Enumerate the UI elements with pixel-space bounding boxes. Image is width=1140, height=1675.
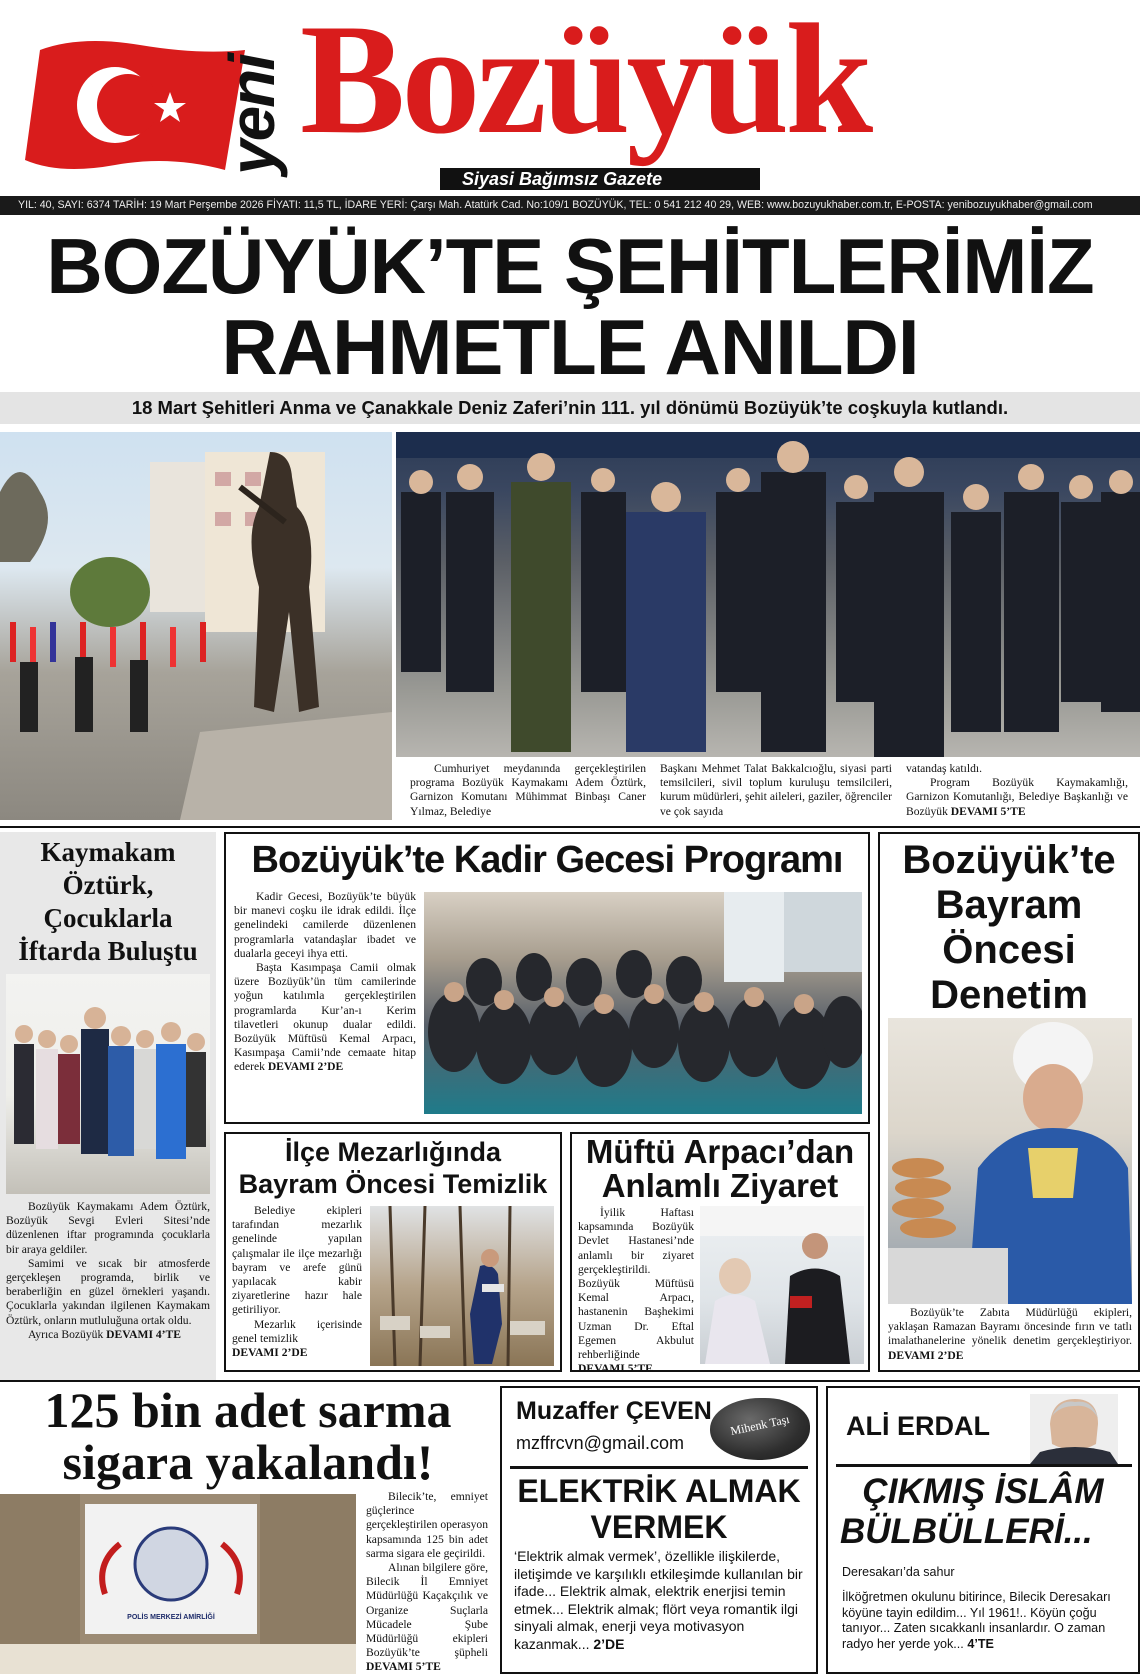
mezarlik-text: Belediye ekipleri tarafından mezarlık genelinde yapılan çalışmalar ile ilçe mezarlığı bayram ve arefe günü yapılacak kabir ziyaretlerine hazır hale getiriliyor. Mezarlık içerisinde genel temizlik DEVAMI 2’DE	[232, 1204, 362, 1360]
ceven-stone	[710, 1398, 810, 1460]
ceven-rule	[510, 1466, 808, 1469]
ceven-more-link[interactable]: 2’DE	[593, 1635, 625, 1652]
lead-subhead: 18 Mart Şehitleri Anma ve Çanakkale Deniz Zaferi’nin 111. yıl dönümü Bozüyük’te coşkuyla kutlandı.	[0, 392, 1140, 424]
kaymakam-more-link[interactable]: DEVAMI 4’TE	[106, 1327, 181, 1341]
lead-col-1: Cumhuriyet meydanında gerçekleştirilen programa Bozüyük Kaymakamı Adem Öztürk, Garnizon Komutanı Mühimmat Binbaşı Caner Yılmaz, Belediye	[410, 762, 646, 818]
erdal-more-link[interactable]: 4’TE	[967, 1636, 994, 1651]
erdal-avatar	[1030, 1394, 1118, 1464]
info-line: YIL: 40, SAYI: 6374 TARİH: 19 Mart Perşembe 2026 FİYATI: 11,5 TL, İDARE YERİ: Çarşı Mah. Atatürk Cad. No:109/1 BOZÜYÜK, TEL: 0 541 212 40 29, WEB: www.bozuyukhaber.com.tr, E-POSTA: yenibozuyukhaber@gmail.com	[0, 196, 1140, 215]
kaymakam-text: Bozüyük Kaymakamı Adem Öztürk, Bozüyük Sevgi Evleri Sitesi’nde düzenlenen iftar programında çocuklarla bir araya geldiler. Samimi ve sıcak bir atmosferde gerçekleşen programda, birlik ve beraberliğin en güzel örnekleri yaşandı. Çocuklarla yakından ilgilenen Kaymakam Öztürk, onların mutluluğuna ortak oldu. Ayrıca Bozüyük DEVAMI 4’TE	[6, 1200, 210, 1341]
mezarlik-title-1: İlçe Mezarlığında	[284, 1137, 502, 1167]
lead-more-link[interactable]: DEVAMI 5’TE	[950, 804, 1026, 818]
sigara-title-2: sigara yakalandı!	[62, 1434, 434, 1490]
sigara-photo	[0, 1494, 356, 1674]
ceven-title-1: ELEKTRİK ALMAK	[517, 1473, 801, 1509]
muftu-photo	[700, 1206, 864, 1364]
lead-col-2: Başkanı Mehmet Talat Bakkalcıoğlu, siyasi parti temsilcileri, sivil toplum kuruluşu temsilcileri, kurum müdürleri, şehit aileleri, gaziler, öğrenciler ve çok sayıda	[660, 762, 892, 818]
erdal-rule	[836, 1464, 1132, 1467]
masthead	[0, 0, 1140, 215]
kadir-text: Kadir Gecesi, Bozüyük’te büyük bir manevi coşku ile idrak edildi. İlçe genelindeki camilerde düzenlenen programlarla vatandaşlar ibadet ve dualarla geceyi ihya etti. Başta Kasımpaşa Camii olmak üzere Bozüyük’ün tüm camilerinde yoğun katılımla gerçekleştirilen programlarda Kur’an-ı Kerim tilavetleri okunup dualar edildi. Bozüyük Müftüsü Kemal Arpacı, Kasımpaşa Camii’nde cemaate hitap ederek DEVAMI 2’DE	[234, 890, 416, 1074]
kadir-more-link[interactable]: DEVAMI 2’DE	[267, 1060, 344, 1074]
erdal-title-2: BÜLBÜLLERİ...	[840, 1512, 1093, 1551]
sigara-more-link[interactable]: DEVAMI 5’TE	[366, 1660, 441, 1674]
mezarlik-title-2: Bayram Öncesi Temizlik	[238, 1169, 548, 1199]
mezarlik-more-link[interactable]: DEVAMI 2’DE	[232, 1346, 308, 1360]
muftu-more-link[interactable]: DEVAMI 5’TE	[578, 1362, 653, 1376]
masthead-name: Bozüyük	[300, 0, 870, 167]
ceven-author: Muzaffer ÇEVEN	[516, 1397, 712, 1425]
bayram-title: Bozüyük’te Bayram Öncesi Denetim	[902, 838, 1116, 1017]
lead-col-3: vatandaş katıldı. Program Bozüyük Kaymakamlığı, Garnizon Komutanlığı, Belediye Başkanlığı ve Bozüyük DEVAMI 5’TE	[906, 762, 1128, 818]
bayram-more-link[interactable]: DEVAMI 2’DE	[888, 1348, 964, 1362]
muftu-title-2: Anlamlı Ziyaret	[601, 1167, 839, 1204]
erdal-sub: Deresakarı’da sahur	[842, 1565, 955, 1579]
lead-headline-1: BOZÜYÜK’TE ŞEHİTLERİMİZ	[46, 222, 1094, 310]
masthead-prefix: yeni	[216, 54, 288, 175]
muftu-text: İyilik Haftası kapsamında Bozüyük Devlet Hastanesi’nde anlamlı bir ziyaret gerçekleştirildi. Bozüyük Müftüsü Kemal Arpacı, hastanenin Başhekimi Uzman Dr. Eftal Egemen Akbulut rehberliğinde DEVAMI 5’TE	[578, 1206, 694, 1376]
ceven-text: ‘Elektrik almak vermek’, özellikle ilişkilerde, iletişimde ve karşılıklı etkileşimde kullanılan bir ifade... Elektrik almak, elektrik enerjisi temin etmek... Elektrik almak; flört veya romantik ilgi sinyali almak, enerji veya motivasyon kazanmak... 2’DE	[514, 1548, 803, 1652]
muftu-title-1: Müftü Arpacı’dan	[585, 1133, 855, 1170]
monument-photo	[0, 432, 392, 820]
ceven-stone-label: Mihenk Taşı	[729, 1411, 791, 1439]
bayram-text: Bozüyük’te Zabıta Müdürlüğü ekipleri, yaklaşan Ramazan Bayramı öncesinde fırın ve tatlı imalathanelerine yönelik denetim gerçekleştiriyor. DEVAMI 2’DE	[888, 1306, 1132, 1362]
mezarlik-photo	[370, 1206, 554, 1366]
kadir-photo	[424, 892, 862, 1114]
bayram-photo	[888, 1018, 1132, 1304]
lead-divider	[0, 826, 1140, 828]
erdal-author: ALİ ERDAL	[846, 1411, 990, 1441]
kaymakam-title: Kaymakam Öztürk, Çocuklarla İftarda Buluştu	[18, 837, 198, 966]
sigara-text: Bilecik’te, emniyet güçlerince gerçekleştirilen operasyon kapsamında 125 bin adet sarma sigara ele geçirildi. Alınan bilgilere göre, Bilecik İl Emniyet Müdürlüğü Kaçakçılık ve Organize Suçlarla Mücadele Şube Müdürlüğü ekipleri Bozüyük’te şüpheli DEVAMI 5’TE	[366, 1490, 489, 1674]
sigara-photo-label: POLİS MERKEZİ AMİRLİĞİ	[127, 1614, 215, 1621]
erdal-text: İlköğretmen okulunu bitirince, Bilecik Deresakarı köyüne tayin edildim... Yıl 1961!.. Köyün çoğu tanıyor... Zaten sıcakkanlı insanlardır. O zaman radyo her yerde yok... 4’TE	[842, 1590, 1111, 1651]
erdal-title-1: ÇIKMIŞ İSLÂM	[862, 1472, 1104, 1511]
ceven-email: mzffrcvn@gmail.com	[516, 1433, 684, 1453]
masthead-slogan: Siyasi Bağımsız Gazete	[462, 169, 663, 189]
ceven-title-2: VERMEK	[590, 1509, 728, 1545]
kaymakam-photo	[6, 974, 210, 1194]
sigara-title-1: 125 bin adet sarma	[44, 1382, 452, 1438]
kadir-title: Bozüyük’te Kadir Gecesi Programı	[251, 839, 843, 881]
ceremony-photo	[396, 432, 1140, 757]
lead-headline-2: RAHMETLE ANILDI	[221, 303, 919, 391]
